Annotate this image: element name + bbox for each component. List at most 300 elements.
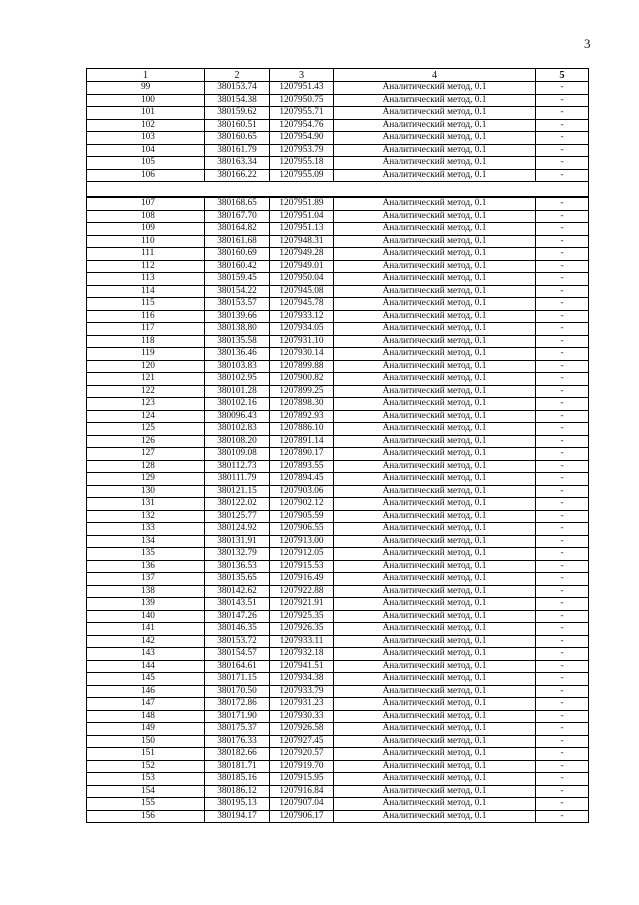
- y-coordinate-cell: 1207886.10: [270, 423, 334, 436]
- error-cell: -: [536, 623, 589, 636]
- method-cell: Аналитический метод, 0.1: [334, 585, 536, 598]
- method-cell: Аналитический метод, 0.1: [334, 685, 536, 698]
- point-number-cell: 116: [87, 310, 205, 323]
- point-number-cell: 103: [87, 132, 205, 145]
- x-coordinate-cell: 380132.79: [205, 548, 270, 561]
- x-coordinate-cell: 380154.38: [205, 94, 270, 107]
- x-coordinate-cell: 380167.70: [205, 210, 270, 223]
- x-coordinate-cell: 380176.33: [205, 735, 270, 748]
- x-coordinate-cell: 380125.77: [205, 510, 270, 523]
- point-number-cell: 118: [87, 335, 205, 348]
- x-coordinate-cell: 380096.43: [205, 410, 270, 423]
- method-cell: Аналитический метод, 0.1: [334, 698, 536, 711]
- point-number-cell: 105: [87, 157, 205, 170]
- method-cell: Аналитический метод, 0.1: [334, 573, 536, 586]
- y-coordinate-cell: 1207930.33: [270, 710, 334, 723]
- method-cell: Аналитический метод, 0.1: [334, 773, 536, 786]
- point-number-cell: 100: [87, 94, 205, 107]
- x-coordinate-cell: 380112.73: [205, 460, 270, 473]
- y-coordinate-cell: 1207933.12: [270, 310, 334, 323]
- method-cell: Аналитический метод, 0.1: [334, 398, 536, 411]
- x-coordinate-cell: 380171.90: [205, 710, 270, 723]
- method-cell: Аналитический метод, 0.1: [334, 348, 536, 361]
- point-number-cell: 109: [87, 223, 205, 236]
- x-coordinate-cell: 380195.13: [205, 798, 270, 811]
- error-cell: -: [536, 510, 589, 523]
- error-cell: -: [536, 373, 589, 386]
- y-coordinate-cell: 1207927.45: [270, 735, 334, 748]
- method-cell: Аналитический метод, 0.1: [334, 510, 536, 523]
- table-row: [87, 82, 589, 95]
- x-coordinate-cell: 380153.72: [205, 635, 270, 648]
- method-cell: Аналитический метод, 0.1: [334, 648, 536, 661]
- error-cell: -: [536, 473, 589, 486]
- table-row: [87, 348, 589, 361]
- point-number-cell: 119: [87, 348, 205, 361]
- x-coordinate-cell: 380101.28: [205, 385, 270, 398]
- method-cell: Аналитический метод, 0.1: [334, 119, 536, 132]
- method-cell: Аналитический метод, 0.1: [334, 285, 536, 298]
- method-cell: Аналитический метод, 0.1: [334, 94, 536, 107]
- y-coordinate-cell: 1207894.45: [270, 473, 334, 486]
- method-cell: Аналитический метод, 0.1: [334, 623, 536, 636]
- x-coordinate-cell: 380143.51: [205, 598, 270, 611]
- point-number-cell: 139: [87, 598, 205, 611]
- table-row: [87, 398, 589, 411]
- y-coordinate-cell: 1207905.59: [270, 510, 334, 523]
- y-coordinate-cell: 1207898.30: [270, 398, 334, 411]
- table-row: [87, 373, 589, 386]
- point-number-cell: 136: [87, 560, 205, 573]
- y-coordinate-cell: 1207892.93: [270, 410, 334, 423]
- x-coordinate-cell: 380135.65: [205, 573, 270, 586]
- y-coordinate-cell: 1207950.04: [270, 273, 334, 286]
- method-cell: Аналитический метод, 0.1: [334, 673, 536, 686]
- error-cell: -: [536, 598, 589, 611]
- method-cell: Аналитический метод, 0.1: [334, 560, 536, 573]
- method-cell: Аналитический метод, 0.1: [334, 485, 536, 498]
- method-cell: Аналитический метод, 0.1: [334, 498, 536, 511]
- x-coordinate-cell: 380153.74: [205, 82, 270, 95]
- method-cell: Аналитический метод, 0.1: [334, 235, 536, 248]
- x-coordinate-cell: 380102.95: [205, 373, 270, 386]
- table-row: [87, 585, 589, 598]
- x-coordinate-cell: 380142.62: [205, 585, 270, 598]
- x-coordinate-cell: 380138.80: [205, 323, 270, 336]
- y-coordinate-cell: 1207915.95: [270, 773, 334, 786]
- method-cell: Аналитический метод, 0.1: [334, 435, 536, 448]
- point-number-cell: 110: [87, 235, 205, 248]
- point-number-cell: 133: [87, 523, 205, 536]
- x-coordinate-cell: 380186.12: [205, 785, 270, 798]
- x-coordinate-cell: 380146.35: [205, 623, 270, 636]
- table-row: [87, 248, 589, 261]
- error-cell: -: [536, 82, 589, 95]
- error-cell: -: [536, 94, 589, 107]
- method-cell: Аналитический метод, 0.1: [334, 598, 536, 611]
- y-coordinate-cell: 1207893.55: [270, 460, 334, 473]
- error-cell: -: [536, 710, 589, 723]
- table-row: [87, 260, 589, 273]
- method-cell: Аналитический метод, 0.1: [334, 197, 536, 210]
- table-row: [87, 498, 589, 511]
- table-row: [87, 448, 589, 461]
- column-header-4: 4: [334, 69, 536, 82]
- point-number-cell: 127: [87, 448, 205, 461]
- error-cell: -: [536, 648, 589, 661]
- coordinates-table: [86, 68, 589, 823]
- y-coordinate-cell: 1207931.10: [270, 335, 334, 348]
- y-coordinate-cell: 1207955.18: [270, 157, 334, 170]
- table-row: [87, 144, 589, 157]
- error-cell: -: [536, 498, 589, 511]
- x-coordinate-cell: 380166.22: [205, 169, 270, 182]
- method-cell: Аналитический метод, 0.1: [334, 323, 536, 336]
- table-row: [87, 760, 589, 773]
- table-row: [87, 673, 589, 686]
- table-row: [87, 119, 589, 132]
- point-number-cell: 102: [87, 119, 205, 132]
- x-coordinate-cell: 380160.51: [205, 119, 270, 132]
- error-cell: -: [536, 435, 589, 448]
- y-coordinate-cell: 1207919.70: [270, 760, 334, 773]
- error-cell: -: [536, 635, 589, 648]
- table-row: [87, 573, 589, 586]
- table-row: [87, 473, 589, 486]
- table-row: [87, 723, 589, 736]
- x-coordinate-cell: 380159.45: [205, 273, 270, 286]
- method-cell: Аналитический метод, 0.1: [334, 810, 536, 823]
- y-coordinate-cell: 1207948.31: [270, 235, 334, 248]
- error-cell: -: [536, 448, 589, 461]
- table-row: [87, 485, 589, 498]
- table-row: [87, 335, 589, 348]
- table-row: [87, 785, 589, 798]
- table-row: [87, 273, 589, 286]
- point-number-cell: 154: [87, 785, 205, 798]
- y-coordinate-cell: 1207954.76: [270, 119, 334, 132]
- error-cell: -: [536, 485, 589, 498]
- x-coordinate-cell: 380163.34: [205, 157, 270, 170]
- point-number-cell: 122: [87, 385, 205, 398]
- y-coordinate-cell: 1207955.09: [270, 169, 334, 182]
- point-number-cell: 144: [87, 660, 205, 673]
- point-number-cell: 145: [87, 673, 205, 686]
- error-cell: -: [536, 673, 589, 686]
- y-coordinate-cell: 1207899.25: [270, 385, 334, 398]
- error-cell: -: [536, 235, 589, 248]
- point-number-cell: 141: [87, 623, 205, 636]
- error-cell: -: [536, 119, 589, 132]
- y-coordinate-cell: 1207891.14: [270, 435, 334, 448]
- x-coordinate-cell: 380153.57: [205, 298, 270, 311]
- error-cell: -: [536, 785, 589, 798]
- point-number-cell: 120: [87, 360, 205, 373]
- x-coordinate-cell: 380154.57: [205, 648, 270, 661]
- y-coordinate-cell: 1207933.11: [270, 635, 334, 648]
- table-row: [87, 698, 589, 711]
- error-cell: -: [536, 385, 589, 398]
- table-row: [87, 298, 589, 311]
- y-coordinate-cell: 1207915.53: [270, 560, 334, 573]
- method-cell: Аналитический метод, 0.1: [334, 373, 536, 386]
- table-row: [87, 810, 589, 823]
- error-cell: -: [536, 423, 589, 436]
- y-coordinate-cell: 1207906.55: [270, 523, 334, 536]
- method-cell: Аналитический метод, 0.1: [334, 273, 536, 286]
- x-coordinate-cell: 380131.91: [205, 535, 270, 548]
- error-cell: -: [536, 573, 589, 586]
- point-number-cell: 156: [87, 810, 205, 823]
- column-header-2: 2: [205, 69, 270, 82]
- method-cell: Аналитический метод, 0.1: [334, 785, 536, 798]
- table-row: [87, 132, 589, 145]
- error-cell: -: [536, 197, 589, 210]
- x-coordinate-cell: 380154.22: [205, 285, 270, 298]
- error-cell: -: [536, 273, 589, 286]
- error-cell: -: [536, 660, 589, 673]
- table-row: [87, 510, 589, 523]
- point-number-cell: 114: [87, 285, 205, 298]
- method-cell: Аналитический метод, 0.1: [334, 798, 536, 811]
- table-row: [87, 310, 589, 323]
- error-cell: -: [536, 523, 589, 536]
- x-coordinate-cell: 380136.46: [205, 348, 270, 361]
- error-cell: -: [536, 335, 589, 348]
- method-cell: Аналитический метод, 0.1: [334, 748, 536, 761]
- method-cell: Аналитический метод, 0.1: [334, 760, 536, 773]
- error-cell: -: [536, 460, 589, 473]
- y-coordinate-cell: 1207903.06: [270, 485, 334, 498]
- table-row: [87, 435, 589, 448]
- y-coordinate-cell: 1207932.18: [270, 648, 334, 661]
- error-cell: -: [536, 560, 589, 573]
- method-cell: Аналитический метод, 0.1: [334, 523, 536, 536]
- error-cell: -: [536, 210, 589, 223]
- error-cell: -: [536, 685, 589, 698]
- x-coordinate-cell: 380172.86: [205, 698, 270, 711]
- x-coordinate-cell: 380102.16: [205, 398, 270, 411]
- y-coordinate-cell: 1207902.12: [270, 498, 334, 511]
- method-cell: Аналитический метод, 0.1: [334, 169, 536, 182]
- y-coordinate-cell: 1207954.90: [270, 132, 334, 145]
- error-cell: -: [536, 398, 589, 411]
- point-number-cell: 148: [87, 710, 205, 723]
- table-row: [87, 660, 589, 673]
- table-row: [87, 460, 589, 473]
- y-coordinate-cell: 1207945.78: [270, 298, 334, 311]
- point-number-cell: 124: [87, 410, 205, 423]
- table-row: [87, 560, 589, 573]
- y-coordinate-cell: 1207930.14: [270, 348, 334, 361]
- y-coordinate-cell: 1207907.04: [270, 798, 334, 811]
- error-cell: -: [536, 348, 589, 361]
- table-header-row: [87, 69, 589, 82]
- method-cell: Аналитический метод, 0.1: [334, 210, 536, 223]
- point-number-cell: 108: [87, 210, 205, 223]
- point-number-cell: 115: [87, 298, 205, 311]
- point-number-cell: 134: [87, 535, 205, 548]
- x-coordinate-cell: 380175.37: [205, 723, 270, 736]
- error-cell: -: [536, 548, 589, 561]
- gap-cell: [87, 182, 589, 198]
- method-cell: Аналитический метод, 0.1: [334, 610, 536, 623]
- x-coordinate-cell: 380121.15: [205, 485, 270, 498]
- method-cell: Аналитический метод, 0.1: [334, 423, 536, 436]
- table-row: [87, 197, 589, 210]
- y-coordinate-cell: 1207922.88: [270, 585, 334, 598]
- y-coordinate-cell: 1207941.51: [270, 660, 334, 673]
- x-coordinate-cell: 380170.50: [205, 685, 270, 698]
- method-cell: Аналитический метод, 0.1: [334, 132, 536, 145]
- column-header-1: 1: [87, 69, 205, 82]
- point-number-cell: 129: [87, 473, 205, 486]
- x-coordinate-cell: 380109.08: [205, 448, 270, 461]
- x-coordinate-cell: 380182.66: [205, 748, 270, 761]
- x-coordinate-cell: 380185.16: [205, 773, 270, 786]
- method-cell: Аналитический метод, 0.1: [334, 82, 536, 95]
- y-coordinate-cell: 1207951.43: [270, 82, 334, 95]
- x-coordinate-cell: 380161.68: [205, 235, 270, 248]
- x-coordinate-cell: 380160.69: [205, 248, 270, 261]
- x-coordinate-cell: 380147.26: [205, 610, 270, 623]
- y-coordinate-cell: 1207933.79: [270, 685, 334, 698]
- error-cell: -: [536, 107, 589, 120]
- x-coordinate-cell: 380164.82: [205, 223, 270, 236]
- x-coordinate-cell: 380164.61: [205, 660, 270, 673]
- error-cell: -: [536, 610, 589, 623]
- table-row: [87, 360, 589, 373]
- method-cell: Аналитический метод, 0.1: [334, 107, 536, 120]
- table-row: [87, 94, 589, 107]
- error-cell: -: [536, 360, 589, 373]
- method-cell: Аналитический метод, 0.1: [334, 157, 536, 170]
- method-cell: Аналитический метод, 0.1: [334, 360, 536, 373]
- table-row: [87, 385, 589, 398]
- x-coordinate-cell: 380108.20: [205, 435, 270, 448]
- point-number-cell: 140: [87, 610, 205, 623]
- table-row: [87, 107, 589, 120]
- x-coordinate-cell: 380124.92: [205, 523, 270, 536]
- point-number-cell: 101: [87, 107, 205, 120]
- y-coordinate-cell: 1207900.82: [270, 373, 334, 386]
- table-row: [87, 157, 589, 170]
- table-row: [87, 210, 589, 223]
- point-number-cell: 104: [87, 144, 205, 157]
- point-number-cell: 126: [87, 435, 205, 448]
- table-row: [87, 323, 589, 336]
- point-number-cell: 125: [87, 423, 205, 436]
- error-cell: -: [536, 810, 589, 823]
- y-coordinate-cell: 1207955.71: [270, 107, 334, 120]
- method-cell: Аналитический метод, 0.1: [334, 660, 536, 673]
- error-cell: -: [536, 310, 589, 323]
- table-row: [87, 548, 589, 561]
- column-header-5: 5: [536, 69, 589, 82]
- table-row: [87, 610, 589, 623]
- table-row: [87, 410, 589, 423]
- point-number-cell: 106: [87, 169, 205, 182]
- error-cell: -: [536, 248, 589, 261]
- table-row: [87, 773, 589, 786]
- point-number-cell: 150: [87, 735, 205, 748]
- table-gap-row: [87, 182, 589, 198]
- x-coordinate-cell: 380159.62: [205, 107, 270, 120]
- method-cell: Аналитический метод, 0.1: [334, 298, 536, 311]
- point-number-cell: 147: [87, 698, 205, 711]
- x-coordinate-cell: 380135.58: [205, 335, 270, 348]
- method-cell: Аналитический метод, 0.1: [334, 710, 536, 723]
- y-coordinate-cell: 1207951.89: [270, 197, 334, 210]
- error-cell: -: [536, 298, 589, 311]
- point-number-cell: 131: [87, 498, 205, 511]
- point-number-cell: 107: [87, 197, 205, 210]
- y-coordinate-cell: 1207953.79: [270, 144, 334, 157]
- y-coordinate-cell: 1207920.57: [270, 748, 334, 761]
- x-coordinate-cell: 380103.83: [205, 360, 270, 373]
- x-coordinate-cell: 380171.15: [205, 673, 270, 686]
- table-row: [87, 798, 589, 811]
- y-coordinate-cell: 1207916.84: [270, 785, 334, 798]
- method-cell: Аналитический метод, 0.1: [334, 635, 536, 648]
- y-coordinate-cell: 1207950.75: [270, 94, 334, 107]
- x-coordinate-cell: 380136.53: [205, 560, 270, 573]
- y-coordinate-cell: 1207916.49: [270, 573, 334, 586]
- y-coordinate-cell: 1207926.35: [270, 623, 334, 636]
- point-number-cell: 132: [87, 510, 205, 523]
- y-coordinate-cell: 1207899.88: [270, 360, 334, 373]
- point-number-cell: 153: [87, 773, 205, 786]
- x-coordinate-cell: 380181.71: [205, 760, 270, 773]
- y-coordinate-cell: 1207931.23: [270, 698, 334, 711]
- y-coordinate-cell: 1207913.00: [270, 535, 334, 548]
- error-cell: -: [536, 748, 589, 761]
- error-cell: -: [536, 132, 589, 145]
- table-row: [87, 423, 589, 436]
- point-number-cell: 143: [87, 648, 205, 661]
- y-coordinate-cell: 1207926.58: [270, 723, 334, 736]
- y-coordinate-cell: 1207934.05: [270, 323, 334, 336]
- method-cell: Аналитический метод, 0.1: [334, 144, 536, 157]
- method-cell: Аналитический метод, 0.1: [334, 723, 536, 736]
- point-number-cell: 135: [87, 548, 205, 561]
- page-number: 3: [584, 36, 591, 51]
- table-row: [87, 285, 589, 298]
- error-cell: -: [536, 535, 589, 548]
- method-cell: Аналитический метод, 0.1: [334, 448, 536, 461]
- x-coordinate-cell: 380102.83: [205, 423, 270, 436]
- table-row: [87, 523, 589, 536]
- method-cell: Аналитический метод, 0.1: [334, 223, 536, 236]
- x-coordinate-cell: 380122.02: [205, 498, 270, 511]
- table-row: [87, 635, 589, 648]
- error-cell: -: [536, 144, 589, 157]
- error-cell: -: [536, 760, 589, 773]
- y-coordinate-cell: 1207934.38: [270, 673, 334, 686]
- y-coordinate-cell: 1207945.08: [270, 285, 334, 298]
- table-row: [87, 735, 589, 748]
- point-number-cell: 151: [87, 748, 205, 761]
- point-number-cell: 155: [87, 798, 205, 811]
- error-cell: -: [536, 723, 589, 736]
- y-coordinate-cell: 1207906.17: [270, 810, 334, 823]
- y-coordinate-cell: 1207951.13: [270, 223, 334, 236]
- error-cell: -: [536, 773, 589, 786]
- point-number-cell: 149: [87, 723, 205, 736]
- method-cell: Аналитический метод, 0.1: [334, 410, 536, 423]
- table-row: [87, 623, 589, 636]
- column-header-3: 3: [270, 69, 334, 82]
